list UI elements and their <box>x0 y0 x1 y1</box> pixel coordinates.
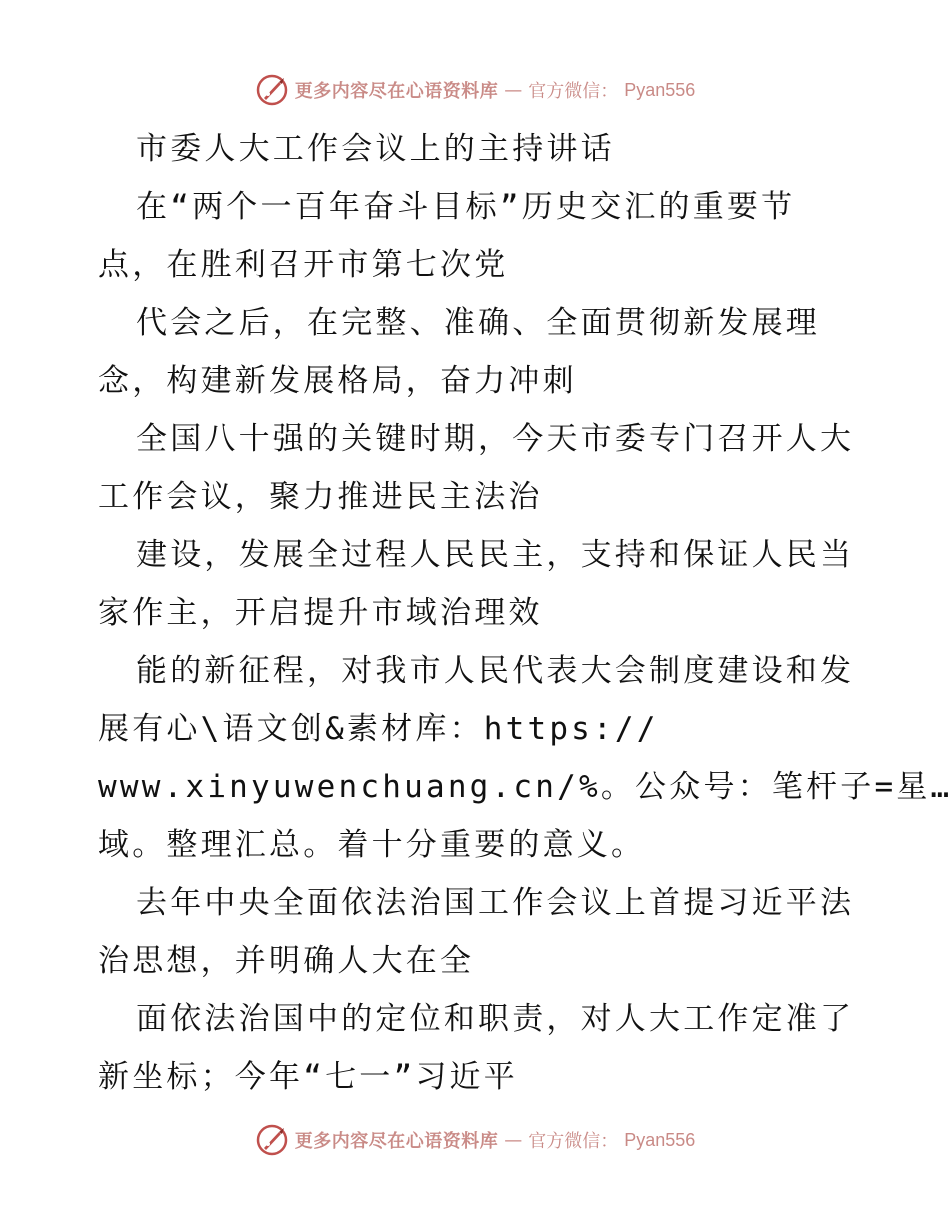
text-line: 家作主，开启提升市域治理效 <box>98 595 543 631</box>
banner-wechat-label: 官方微信： <box>528 1131 619 1152</box>
text-line: 全国八十强的关键时期，今天市委专门召开人大 <box>136 421 855 457</box>
text-line: 面依法治国中的定位和职责，对人大工作定准了 <box>136 1001 855 1037</box>
text-line: 市委人大工作会议上的主持讲话 <box>136 131 615 167</box>
text-line: 域。整理汇总。着十分重要的意义。 <box>98 827 646 863</box>
banner-dash: — <box>504 1129 523 1151</box>
text-line: 在“两个一百年奋斗目标”历史交汇的重要节 <box>136 189 796 225</box>
text-line: 点，在胜利召开市第七次党 <box>98 247 509 283</box>
text-line: 新坐标；今年“七一”习近平 <box>98 1059 518 1095</box>
text-line: www.xinyuwenchuang.cn/%。公众号：笔杆子=星… <box>98 769 952 805</box>
text-line: 工作会议，聚力推进民主法治 <box>98 479 543 515</box>
text-line: 治思想，并明确人大在全 <box>98 943 475 979</box>
banner-text: 更多内容尽在心语资料库 <box>294 81 499 102</box>
header-banner <box>0 70 950 110</box>
banner-wechat-id: Pyan556 <box>624 79 696 100</box>
text-line: 展有心\语文创&素材库：https:// <box>98 711 659 747</box>
banner-wechat-id: Pyan556 <box>624 1129 696 1150</box>
banner-wechat-label: 官方微信： <box>528 81 619 102</box>
text-line: 念，构建新发展格局，奋力冲刺 <box>98 363 577 399</box>
footer-banner <box>0 1120 950 1160</box>
text-line: 建设，发展全过程人民民主，支持和保证人民当 <box>136 537 855 573</box>
text-line: 代会之后，在完整、准确、全面贯彻新发展理 <box>136 305 820 341</box>
document-body <box>98 120 952 1106</box>
quill-logo-icon <box>255 1123 289 1157</box>
quill-logo-icon <box>255 73 289 107</box>
banner-dash: — <box>504 79 523 101</box>
banner-text: 更多内容尽在心语资料库 <box>294 1131 499 1152</box>
text-line: 去年中央全面依法治国工作会议上首提习近平法 <box>136 885 855 921</box>
text-line: 能的新征程，对我市人民代表大会制度建设和发 <box>136 653 855 689</box>
